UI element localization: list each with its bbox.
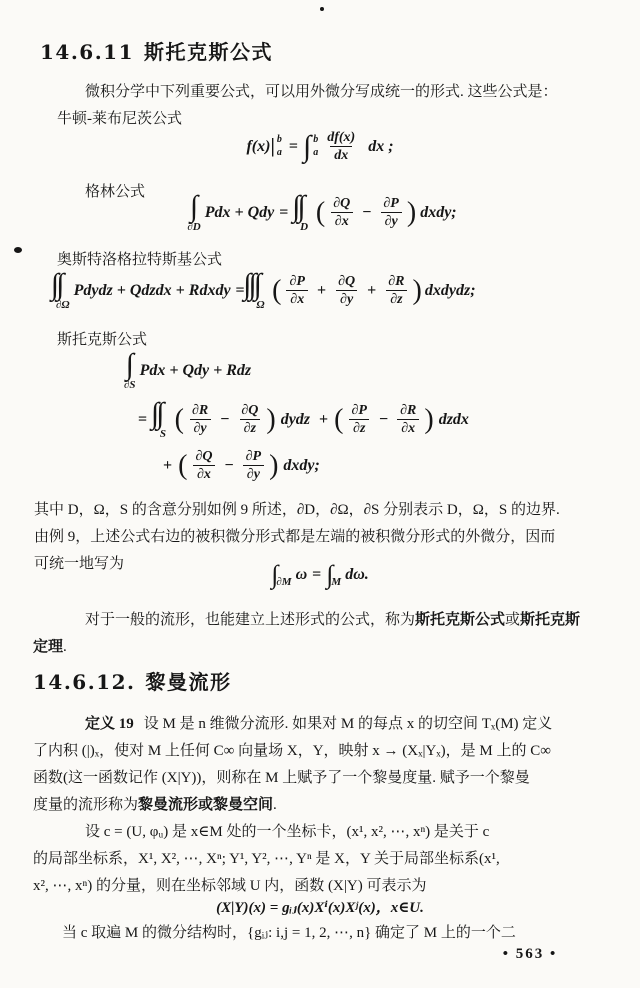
ostro-frac3-num: ∂R xyxy=(388,273,405,289)
nl-differential: dx ; xyxy=(368,137,394,155)
label-stokes: 斯托克斯公式 xyxy=(57,332,148,348)
formula-stokes-line1 xyxy=(120,350,251,391)
nl-numerator: df(x) xyxy=(327,130,356,145)
nl-eval-bar: | xyxy=(270,135,275,158)
stokes-boundary-integral xyxy=(124,350,136,391)
stokes-frac-5 xyxy=(191,449,216,483)
stokes-frac3-den: ∂z xyxy=(349,419,369,436)
green-differentials: dxdy; xyxy=(420,203,457,221)
label-ostrogradsky: 奥斯特洛格拉特斯基公式 xyxy=(57,252,223,268)
paragraph-general-line2 xyxy=(33,635,67,656)
def19-label: 定义 19 xyxy=(85,716,134,732)
stokes-frac6-num: ∂P xyxy=(245,449,262,464)
green-int-sign: ∫ xyxy=(189,190,199,223)
nl-integral-sign: ∫ xyxy=(302,129,312,163)
unified-int1-domain: ∂M xyxy=(276,576,292,588)
green-lhs-body: Pdx + Qdy xyxy=(204,203,275,221)
stokes-frac4-den: ∂x xyxy=(397,419,419,436)
nl-denominator: dx xyxy=(330,146,352,163)
green-dblint-domain: D xyxy=(300,221,309,233)
def19-line4-text: 度量的流形称为 xyxy=(33,797,139,813)
nl-lower-limit: a xyxy=(313,146,319,158)
def19-term-riemannian: 黎曼流形或黎曼空间 xyxy=(138,797,274,813)
formula-ostrogradsky xyxy=(52,270,476,311)
ostro-differentials: dxdydz; xyxy=(424,281,476,299)
unified-domega: dω. xyxy=(345,566,369,583)
paragraph-def19-line4 xyxy=(33,793,277,814)
ostro-dblint-domain: ∂Ω xyxy=(56,299,70,311)
def19-line4-period: . xyxy=(273,797,277,813)
nl-eval-limits xyxy=(277,134,282,159)
stokes-plus-3: + xyxy=(163,456,173,474)
margin-mark xyxy=(14,247,22,253)
green-equals: = xyxy=(279,203,289,221)
paragraph-closing-line: 当 c 取遍 M 的微分结构时，{gᵢⱼ: i,j = 1, 2, ⋯, n} 确定了 M 上的一个二 xyxy=(62,925,516,941)
ostro-frac3-den: ∂z xyxy=(386,290,406,307)
ostro-frac2-den: ∂y xyxy=(336,290,357,307)
stokes-surface-integral xyxy=(156,399,170,440)
stokes-frac-1 xyxy=(188,403,212,437)
general-period: . xyxy=(63,639,67,655)
stokes-rparen-2: ) xyxy=(424,403,434,435)
label-green: 格林公式 xyxy=(85,184,146,200)
paragraph-def19-line3: 函数(这一函数记作 (X|Y))，则称在 M 上赋予了一个黎曼度量. 赋予一个黎曼 xyxy=(33,770,530,786)
stokes-plus-mid: + xyxy=(319,410,329,428)
green-dblint-sign xyxy=(297,192,311,222)
paragraph-chart-line3: x², ⋯, xⁿ) 的分量，则在坐标邻域 U 内，函数 (X|Y) 可表示为 xyxy=(33,878,427,894)
section2-title: 黎曼流形 xyxy=(145,672,232,694)
ostro-boundary-integral xyxy=(56,270,70,311)
ostro-tripleint-sign xyxy=(254,270,268,300)
ostro-dblint-sign xyxy=(56,270,70,300)
stokes-frac2-den: ∂z xyxy=(240,419,260,436)
paragraph-def19-line1 xyxy=(85,712,552,733)
paragraph-chart-line1: 设 c = (U, φᵤ) 是 x∈M 处的一个坐标卡，(x¹, x², ⋯, xⁿ) 是关于 c xyxy=(85,824,490,840)
ostro-plus-2: + xyxy=(367,281,377,299)
stokes-frac4-num: ∂R xyxy=(400,402,417,418)
stokes-lparen-2: ( xyxy=(334,403,344,435)
nl-upper-limit: b xyxy=(313,134,319,146)
def19-line1-text: 设 M 是 n 维微分流形. 如果对 M 的每点 x 的切空间 Tₓ(M) 定义 xyxy=(143,716,553,732)
green-rparen: ) xyxy=(406,196,417,228)
green-minus: − xyxy=(362,203,372,221)
metric-formula-text: (X|Y)(x) = gᵢⱼ(x)Xⁱ(x)Xʲ(x)，x∈U. xyxy=(216,900,424,916)
section-heading-riemannian-manifold xyxy=(33,666,231,695)
ostro-lparen: ( xyxy=(272,274,282,306)
green-double-integral xyxy=(297,192,311,233)
stokes-frac-2 xyxy=(237,403,262,437)
stokes-int-sign: ∫ xyxy=(125,348,134,381)
paragraph-where-line1: 其中 D，Ω，S 的含意分别如例 9 所述，∂D，∂Ω，∂S 分别表示 D，Ω，S 的边界. xyxy=(34,502,560,518)
ostro-triple-integral xyxy=(254,270,268,311)
general-or: 或 xyxy=(505,612,521,628)
stokes-int-domain: ∂S xyxy=(124,379,136,391)
formula-stokes-line2 xyxy=(133,399,469,440)
ostro-frac2-num: ∂Q xyxy=(338,273,356,289)
scan-speck-top xyxy=(320,7,324,11)
green-int-domain: ∂D xyxy=(187,221,201,233)
stokes-minus-3: − xyxy=(224,456,234,474)
stokes-frac1-num: ∂R xyxy=(191,402,209,418)
stokes-frac1-den: ∂y xyxy=(190,419,211,436)
ostro-lhs-body: Pdydz + Qdzdx + Rdxdy xyxy=(73,281,231,299)
general-term-stokes: 斯托克斯 xyxy=(520,612,581,628)
stokes-frac5-den: ∂x xyxy=(193,465,215,482)
stokes-dblint-domain: S xyxy=(159,428,166,440)
nl-equals: = xyxy=(288,137,298,155)
green-frac-1 xyxy=(329,196,354,230)
paragraph-where-line2: 由例 9，上述公式右边的被积微分形式都是左端的被积微分形式的外微分，因而 xyxy=(34,529,556,545)
stokes-rparen-3: ) xyxy=(269,449,279,481)
stokes-lparen-3: ( xyxy=(178,449,188,481)
ostro-equals: = xyxy=(235,281,245,299)
green-frac2-num: ∂P xyxy=(383,195,399,211)
nl-lhs: f(x) xyxy=(246,137,271,155)
paragraph-where-line3: 可统一地写为 xyxy=(34,556,125,572)
green-boundary-integral xyxy=(187,192,200,233)
section-number: 14.6.11 xyxy=(40,40,135,64)
ostro-rparen: ) xyxy=(412,274,422,306)
unified-int2-domain: M xyxy=(331,576,342,588)
green-frac1-num: ∂Q xyxy=(333,195,351,211)
stokes-rparen-1: ) xyxy=(266,403,276,435)
stokes-minus-2: − xyxy=(378,410,389,428)
section-title: 斯托克斯公式 xyxy=(144,42,274,64)
stokes-dzdx: dzdx xyxy=(438,410,469,428)
nl-eval-upper: b xyxy=(276,134,282,146)
green-frac-2 xyxy=(379,196,402,230)
stokes-frac-4 xyxy=(396,403,420,437)
paragraph-chart-line2: 的局部坐标系，X¹, X², ⋯, Xⁿ; Y¹, Y², ⋯, Yⁿ 是 X，Y 关于局部坐标系(x¹, xyxy=(33,851,500,867)
stokes-frac6-den: ∂y xyxy=(243,465,264,482)
stokes-lparen-1: ( xyxy=(174,403,184,435)
general-term-stokes-formula: 斯托克斯公式 xyxy=(415,612,506,628)
stokes-lhs-body: Pdx + Qdy + Rdz xyxy=(139,361,252,379)
stokes-dblint-sign xyxy=(156,399,170,429)
formula-unified-stokes xyxy=(0,562,640,588)
page-number: • 563 • xyxy=(502,946,558,962)
nl-fraction xyxy=(323,130,359,164)
formula-newton-leibniz xyxy=(0,130,640,164)
section2-number: 14.6.12. xyxy=(33,670,136,694)
formula-metric-components xyxy=(0,896,640,917)
stokes-dydz: dydz xyxy=(280,410,311,428)
unified-equals: = xyxy=(312,566,322,583)
general-term-theorem: 定理 xyxy=(33,639,64,655)
unified-omega: ω xyxy=(295,566,308,583)
paragraph-def19-line2: 了内积 (|)ₓ，使对 M 上任何 C∞ 向量场 X，Y，映射 x → (Xₓ|Yₓ)，是 M 上的 C∞ xyxy=(33,743,551,759)
nl-integral-limits xyxy=(313,134,318,159)
stokes-frac5-num: ∂Q xyxy=(195,449,213,464)
ostro-frac-1 xyxy=(286,274,309,308)
formula-green xyxy=(0,192,640,233)
stokes-frac3-num: ∂P xyxy=(351,402,367,418)
stokes-dxdy: dxdy; xyxy=(283,456,320,474)
green-lparen: ( xyxy=(315,196,326,228)
ostro-plus-1: + xyxy=(316,281,327,299)
ostro-tripleint-domain: Ω xyxy=(256,299,265,311)
ostro-frac-3 xyxy=(384,274,408,308)
stokes-equals: = xyxy=(138,410,148,428)
green-frac1-den: ∂x xyxy=(331,212,353,229)
label-newton-leibniz: 牛顿-莱布尼茨公式 xyxy=(57,111,182,127)
paragraph-general-line1 xyxy=(85,608,580,629)
general-text: 对于一般的流形，也能建立上述形式的公式，称为 xyxy=(85,612,416,628)
unified-int1: ∫ xyxy=(271,560,279,589)
nl-eval-lower: a xyxy=(276,146,282,158)
ostro-frac1-num: ∂P xyxy=(289,273,305,289)
stokes-frac2-num: ∂Q xyxy=(241,402,259,418)
paragraph-intro: 微积分学中下列重要公式，可以用外微分写成统一的形式. 这些公式是： xyxy=(85,84,558,100)
stokes-minus-1: − xyxy=(220,410,230,428)
ostro-frac-2 xyxy=(334,274,359,308)
section-heading-stokes-formula xyxy=(40,36,273,65)
green-frac2-den: ∂y xyxy=(381,212,402,229)
unified-int2: ∫ xyxy=(326,560,334,589)
stokes-frac-3 xyxy=(347,403,370,437)
ostro-frac1-den: ∂x xyxy=(286,290,308,307)
stokes-frac-6 xyxy=(242,449,265,483)
formula-stokes-line3 xyxy=(158,449,320,483)
